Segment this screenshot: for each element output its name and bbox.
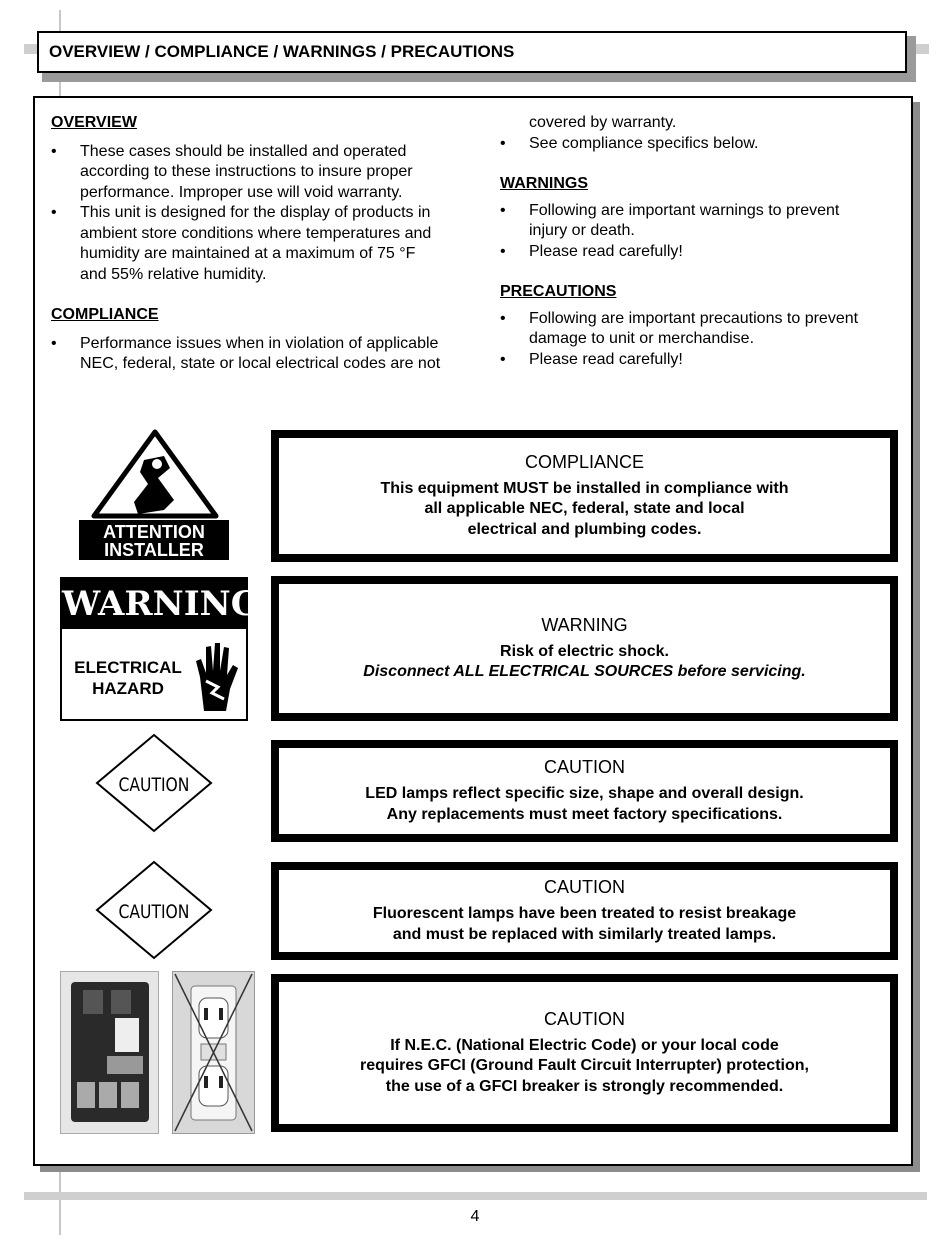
compliance-bullet-1: • Performance issues when in violation of applicable NEC, federal, state or local electrical codes are not: [51, 334, 486, 375]
warning-sign-title: WARNING: [62, 579, 246, 629]
precautions-bullet-1: • Following are important precautions to prevent damage to unit or merchandise.: [500, 309, 900, 350]
compliance-heading: COMPLIANCE: [51, 306, 159, 323]
compliance-bullet-2: • See compliance specifics below.: [500, 134, 900, 155]
hand-shock-icon: [192, 637, 242, 715]
warnings-bullet-2: • Please read carefully!: [500, 242, 900, 263]
page-title: OVERVIEW / COMPLIANCE / WARNINGS / PRECAUTIONS: [49, 42, 515, 61]
electrical-hazard-label: ELECTRICAL HAZARD: [74, 658, 182, 698]
overview-bullet-2: • This unit is designed for the display of products in ambient store conditions where temperatures and humidity are maintained at a maximum of 75 °F and 55% relative humidity.: [51, 203, 486, 285]
caution-gfci-notice: CAUTION If N.E.C. (National Electric Code) or your local code requires GFCI (Ground Fault Circuit Interrupter) protection, the use of a GFCI breaker is strongly recommended.: [271, 974, 898, 1132]
caution-led-notice: CAUTION LED lamps reflect specific size, shape and overall design. Any replacements must meet factory specifications.: [271, 740, 898, 842]
electrical-hazard-sign: [60, 577, 260, 721]
caution-diamond-text: CAUTION: [118, 901, 190, 924]
margin-rule-bottom: [24, 1192, 927, 1200]
notice-title: CAUTION: [544, 877, 625, 897]
precautions-heading: PRECAUTIONS: [500, 283, 617, 300]
overview-bullet-1: • These cases should be installed and operated according to these instructions to insure proper performance. Improper use will void warranty.: [51, 142, 486, 204]
warnings-bullet-1: • Following are important warnings to prevent injury or death.: [500, 201, 900, 242]
notice-title: CAUTION: [544, 757, 625, 777]
attention-text: ATTENTION: [103, 522, 205, 542]
wrench-triangle-icon: [78, 428, 232, 560]
gfci-breaker-photo: [60, 971, 159, 1134]
installer-text: INSTALLER: [104, 540, 204, 560]
attention-installer-symbol: [78, 428, 232, 560]
breaker-icon: [61, 972, 158, 1133]
notice-title: CAUTION: [544, 1008, 625, 1029]
caution-diamond-icon: [95, 733, 213, 833]
warning-notice: WARNING Risk of electric shock. Disconnect ALL ELECTRICAL SOURCES before servicing.: [271, 576, 898, 721]
page-number: 4: [470, 1208, 480, 1225]
notice-title: COMPLIANCE: [524, 451, 645, 472]
caution-diamond-1: [95, 733, 213, 833]
left-column: [51, 113, 486, 375]
overview-heading: OVERVIEW: [51, 114, 137, 131]
compliance-bullet-1-continued: covered by warranty.: [529, 114, 677, 131]
caution-diamond-text: CAUTION: [118, 774, 190, 797]
notice-title: WARNING: [541, 614, 628, 635]
precautions-bullet-2: • Please read carefully!: [500, 350, 900, 371]
caution-diamond-2: [95, 860, 213, 960]
compliance-notice: COMPLIANCE This equipment MUST be installed in compliance with all applicable NEC, federal, state and local electrical and plumbing codes.: [271, 430, 898, 562]
outlet-crossed-icon: [173, 972, 254, 1133]
right-column: [500, 113, 900, 370]
warnings-heading: WARNINGS: [500, 175, 588, 192]
page-header: [37, 31, 907, 73]
gfci-outlet-crossed-photo: [172, 971, 255, 1134]
caution-fluorescent-notice: CAUTION Fluorescent lamps have been treated to resist breakage and must be replaced with similarly treated lamps.: [271, 862, 898, 960]
caution-diamond-icon: [95, 860, 213, 960]
